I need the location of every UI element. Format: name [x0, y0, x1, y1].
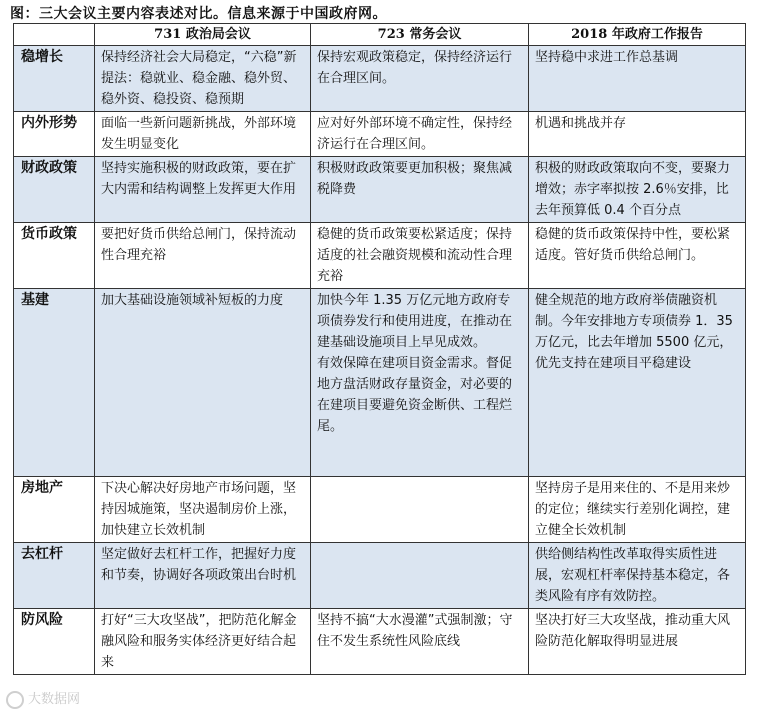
- header-row: [14, 24, 746, 46]
- table-body: [14, 46, 746, 675]
- table-row: [14, 112, 746, 157]
- cell-723-state-council: 坚持不搞“大水漫灌”式强制激；守住不发生系统性风险底线: [311, 609, 529, 675]
- cell-731-politburo: 下决心解决好房地产市场问题，坚持因城施策，坚决遏制房价上涨，加快建立长效机制: [95, 477, 311, 543]
- cell-2018-gov-report: 健全规范的地方政府举债融资机制。今年安排地方专项债券 1．35 万亿元，比去年增加 5500 亿元，优先支持在建项目平稳建设: [529, 289, 746, 477]
- cell-731-politburo: 坚持实施积极的财政政策，要在扩大内需和结构调整上发挥更大作用: [95, 157, 311, 223]
- watermark-logo-icon: [6, 691, 24, 709]
- header-corner: [14, 24, 95, 46]
- cell-2018-gov-report: 坚持房子是用来住的、不是用来炒的定位；继续实行差别化调控，建立健全长效机制: [529, 477, 746, 543]
- cell-731-politburo: 打好“三大攻坚战”，把防范化解金融风险和服务实体经济更好结合起来: [95, 609, 311, 675]
- table-row: [14, 289, 746, 477]
- cell-731-politburo: 要把好货币供给总闸门，保持流动性合理充裕: [95, 223, 311, 289]
- table-row: [14, 609, 746, 675]
- header-723-state-council: 723 常务会议: [311, 24, 529, 46]
- header-2018-gov-report: 2018 年政府工作报告: [529, 24, 746, 46]
- cell-2018-gov-report: 稳健的货币政策保持中性，要松紧适度。管好货币供给总闸门。: [529, 223, 746, 289]
- row-label: 防风险: [14, 609, 95, 675]
- row-label: 货币政策: [14, 223, 95, 289]
- row-label: 基建: [14, 289, 95, 477]
- header-731-politburo: 731 政治局会议: [95, 24, 311, 46]
- cell-2018-gov-report: 坚决打好三大攻坚战，推动重大风险防范化解取得明显进展: [529, 609, 746, 675]
- cell-731-politburo: 加大基础设施领域补短板的力度: [95, 289, 311, 477]
- watermark: [6, 688, 80, 709]
- cell-2018-gov-report: 供给侧结构性改革取得实质性进展，宏观杠杆率保持基本稳定，各类风险有序有效防控。: [529, 543, 746, 609]
- cell-723-state-council: 保持宏观政策稳定，保持经济运行在合理区间。: [311, 46, 529, 112]
- table-row: [14, 157, 746, 223]
- cell-2018-gov-report: 坚持稳中求进工作总基调: [529, 46, 746, 112]
- cell-2018-gov-report: 积极的财政政策取向不变，要聚力增效；赤字率拟按 2.6％安排，比去年预算低 0.4 个百分点: [529, 157, 746, 223]
- row-label: 房地产: [14, 477, 95, 543]
- cell-723-state-council: 加快今年 1.35 万亿元地方政府专项债券发行和使用进度，在推动在建基础设施项目上早见成效。 有效保障在建项目资金需求。督促地方盘活财政存量资金，对必要的在建项目要避免资金断供、工程烂尾。: [311, 289, 529, 477]
- cell-723-state-council: 应对好外部环境不确定性，保持经济运行在合理区间。: [311, 112, 529, 157]
- cell-723-state-council: 积极财政政策要更加积极；聚焦减税降费: [311, 157, 529, 223]
- row-label: 内外形势: [14, 112, 95, 157]
- cell-731-politburo: 保持经济社会大局稳定，“六稳”新提法：稳就业、稳金融、稳外贸、稳外资、稳投资、稳预期: [95, 46, 311, 112]
- cell-731-politburo: 面临一些新问题新挑战，外部环境发生明显变化: [95, 112, 311, 157]
- table-caption: 图：三大会议主要内容表述对比。信息来源于中国政府网。: [10, 6, 387, 22]
- cell-2018-gov-report: 机遇和挑战并存: [529, 112, 746, 157]
- row-label: 去杠杆: [14, 543, 95, 609]
- cell-723-state-council: [311, 477, 529, 543]
- table-row: [14, 477, 746, 543]
- row-label: 稳增长: [14, 46, 95, 112]
- watermark-text: 大数据网: [28, 692, 81, 707]
- table-row: [14, 223, 746, 289]
- row-label: 财政政策: [14, 157, 95, 223]
- cell-723-state-council: 稳健的货币政策要松紧适度；保持适度的社会融资规模和流动性合理充裕: [311, 223, 529, 289]
- comparison-table: [13, 23, 746, 675]
- cell-723-state-council: [311, 543, 529, 609]
- table-row: [14, 46, 746, 112]
- table-row: [14, 543, 746, 609]
- cell-731-politburo: 坚定做好去杠杆工作，把握好力度和节奏，协调好各项政策出台时机: [95, 543, 311, 609]
